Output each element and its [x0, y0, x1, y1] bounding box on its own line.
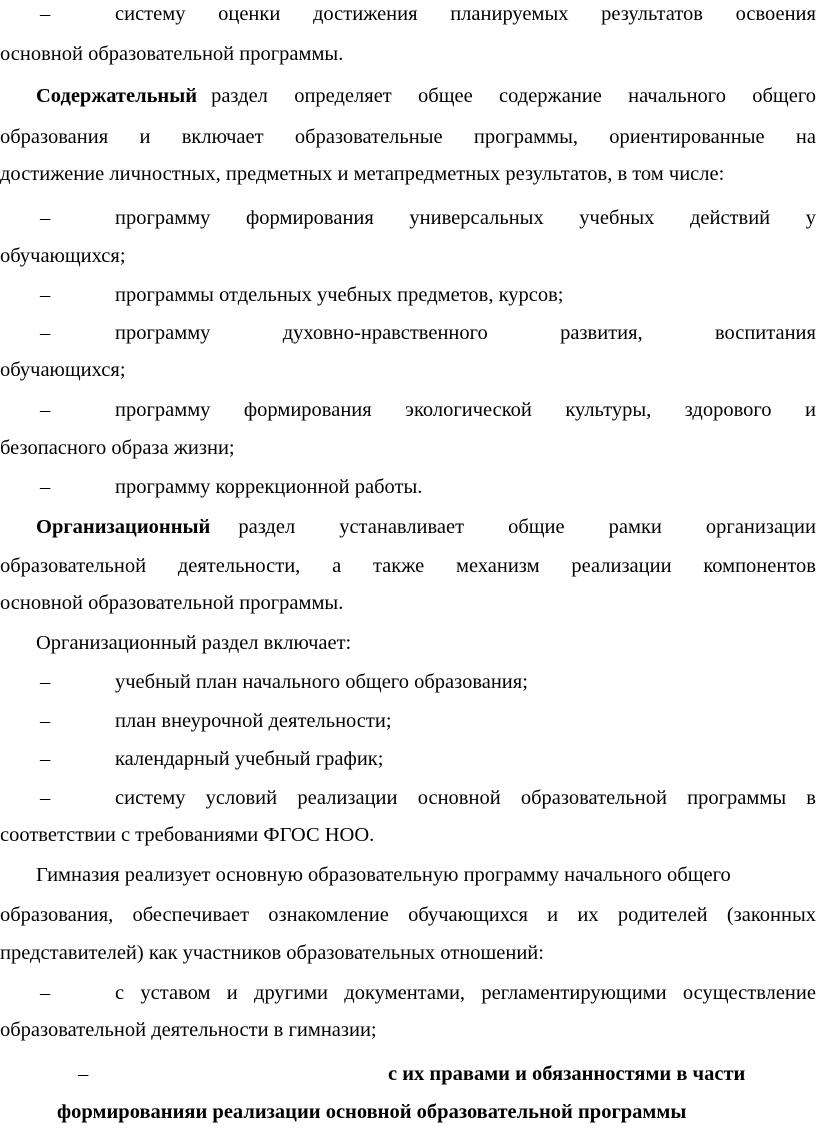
dash-bullet: –	[78, 1063, 89, 1085]
section-paragraph	[0, 83, 816, 109]
text-line: достижение личностных, предметных и метапредметных результатов, в том числе:	[0, 163, 725, 185]
text-line: представителей) как участников образовательных отношений:	[0, 942, 544, 964]
bold-text: формированияи реализации основной образовательной программы	[57, 1101, 687, 1123]
dash-bullet: –	[40, 399, 51, 421]
text-line: образовательной деятельности, а также механизм реализации компонентов	[0, 555, 816, 577]
dash-bullet: –	[40, 982, 51, 1004]
list-item-text: с уставом и другими документами, регламентирующими осуществление	[115, 982, 816, 1004]
list-item-text: программу коррекционной работы.	[115, 476, 423, 498]
list-item-text: систему условий реализации основной образовательной программы в	[115, 787, 816, 809]
text-line: раздел определяет общее содержание начального общего	[211, 85, 816, 107]
dash-bullet: –	[40, 284, 51, 306]
list-item-text: системy оценки достижения планируемых результатов освоения	[115, 3, 816, 25]
text-line: основной образовательной программы.	[0, 43, 344, 65]
list-item-text: программу формирования экологической культуры, здорового и	[115, 399, 816, 421]
text-segment: раздел устанавливает общие рамки организации	[238, 516, 816, 538]
dash-bullet: –	[40, 3, 51, 25]
text-line: соответствии с требованиями ФГОС НОО.	[0, 824, 375, 846]
list-item-text: программу духовно-нравственного развития, воспитания	[115, 322, 816, 344]
text-line: обучающихся;	[0, 245, 126, 267]
text-line: образования и включает образовательные программы, ориентированные на	[0, 126, 816, 148]
list-item-text: программы отдельных учебных предметов, курсов;	[115, 284, 564, 306]
section-paragraph	[0, 514, 816, 540]
text-line: Организационный раздел включает:	[36, 632, 352, 654]
text-line: безопасного образа жизни;	[0, 437, 235, 459]
list-item-text: программу формирования универсальных учебных действий у	[115, 207, 816, 229]
text-line: основной образовательной программы.	[0, 592, 344, 614]
list-item-text: план внеурочной деятельности;	[115, 710, 392, 732]
dash-bullet: –	[40, 476, 51, 498]
dash-bullet: –	[40, 748, 51, 770]
list-item-text: календарный учебный график;	[115, 748, 384, 770]
text-line: образовательной деятельности в гимназии;	[0, 1019, 377, 1041]
dash-bullet: –	[40, 322, 51, 344]
text-line: обучающихся;	[0, 359, 126, 381]
dash-bullet: –	[40, 787, 51, 809]
section-heading-content: Содержательный	[36, 85, 198, 107]
dash-bullet: –	[40, 671, 51, 693]
dash-bullet: –	[40, 710, 51, 732]
list-item-text: с их правами и обязанностями в части	[388, 1063, 746, 1085]
list-item-text: учебный план начального общего образования;	[115, 671, 528, 693]
text-line: Гимназия реализует основную образовательную программу начального общего	[36, 864, 731, 886]
text-line	[57, 1099, 816, 1125]
dash-bullet: –	[40, 207, 51, 229]
section-heading-organization: Организационный	[36, 516, 211, 538]
text-line: образования, обеспечивает ознакомление обучающихся и их родителей (законных	[0, 904, 816, 926]
